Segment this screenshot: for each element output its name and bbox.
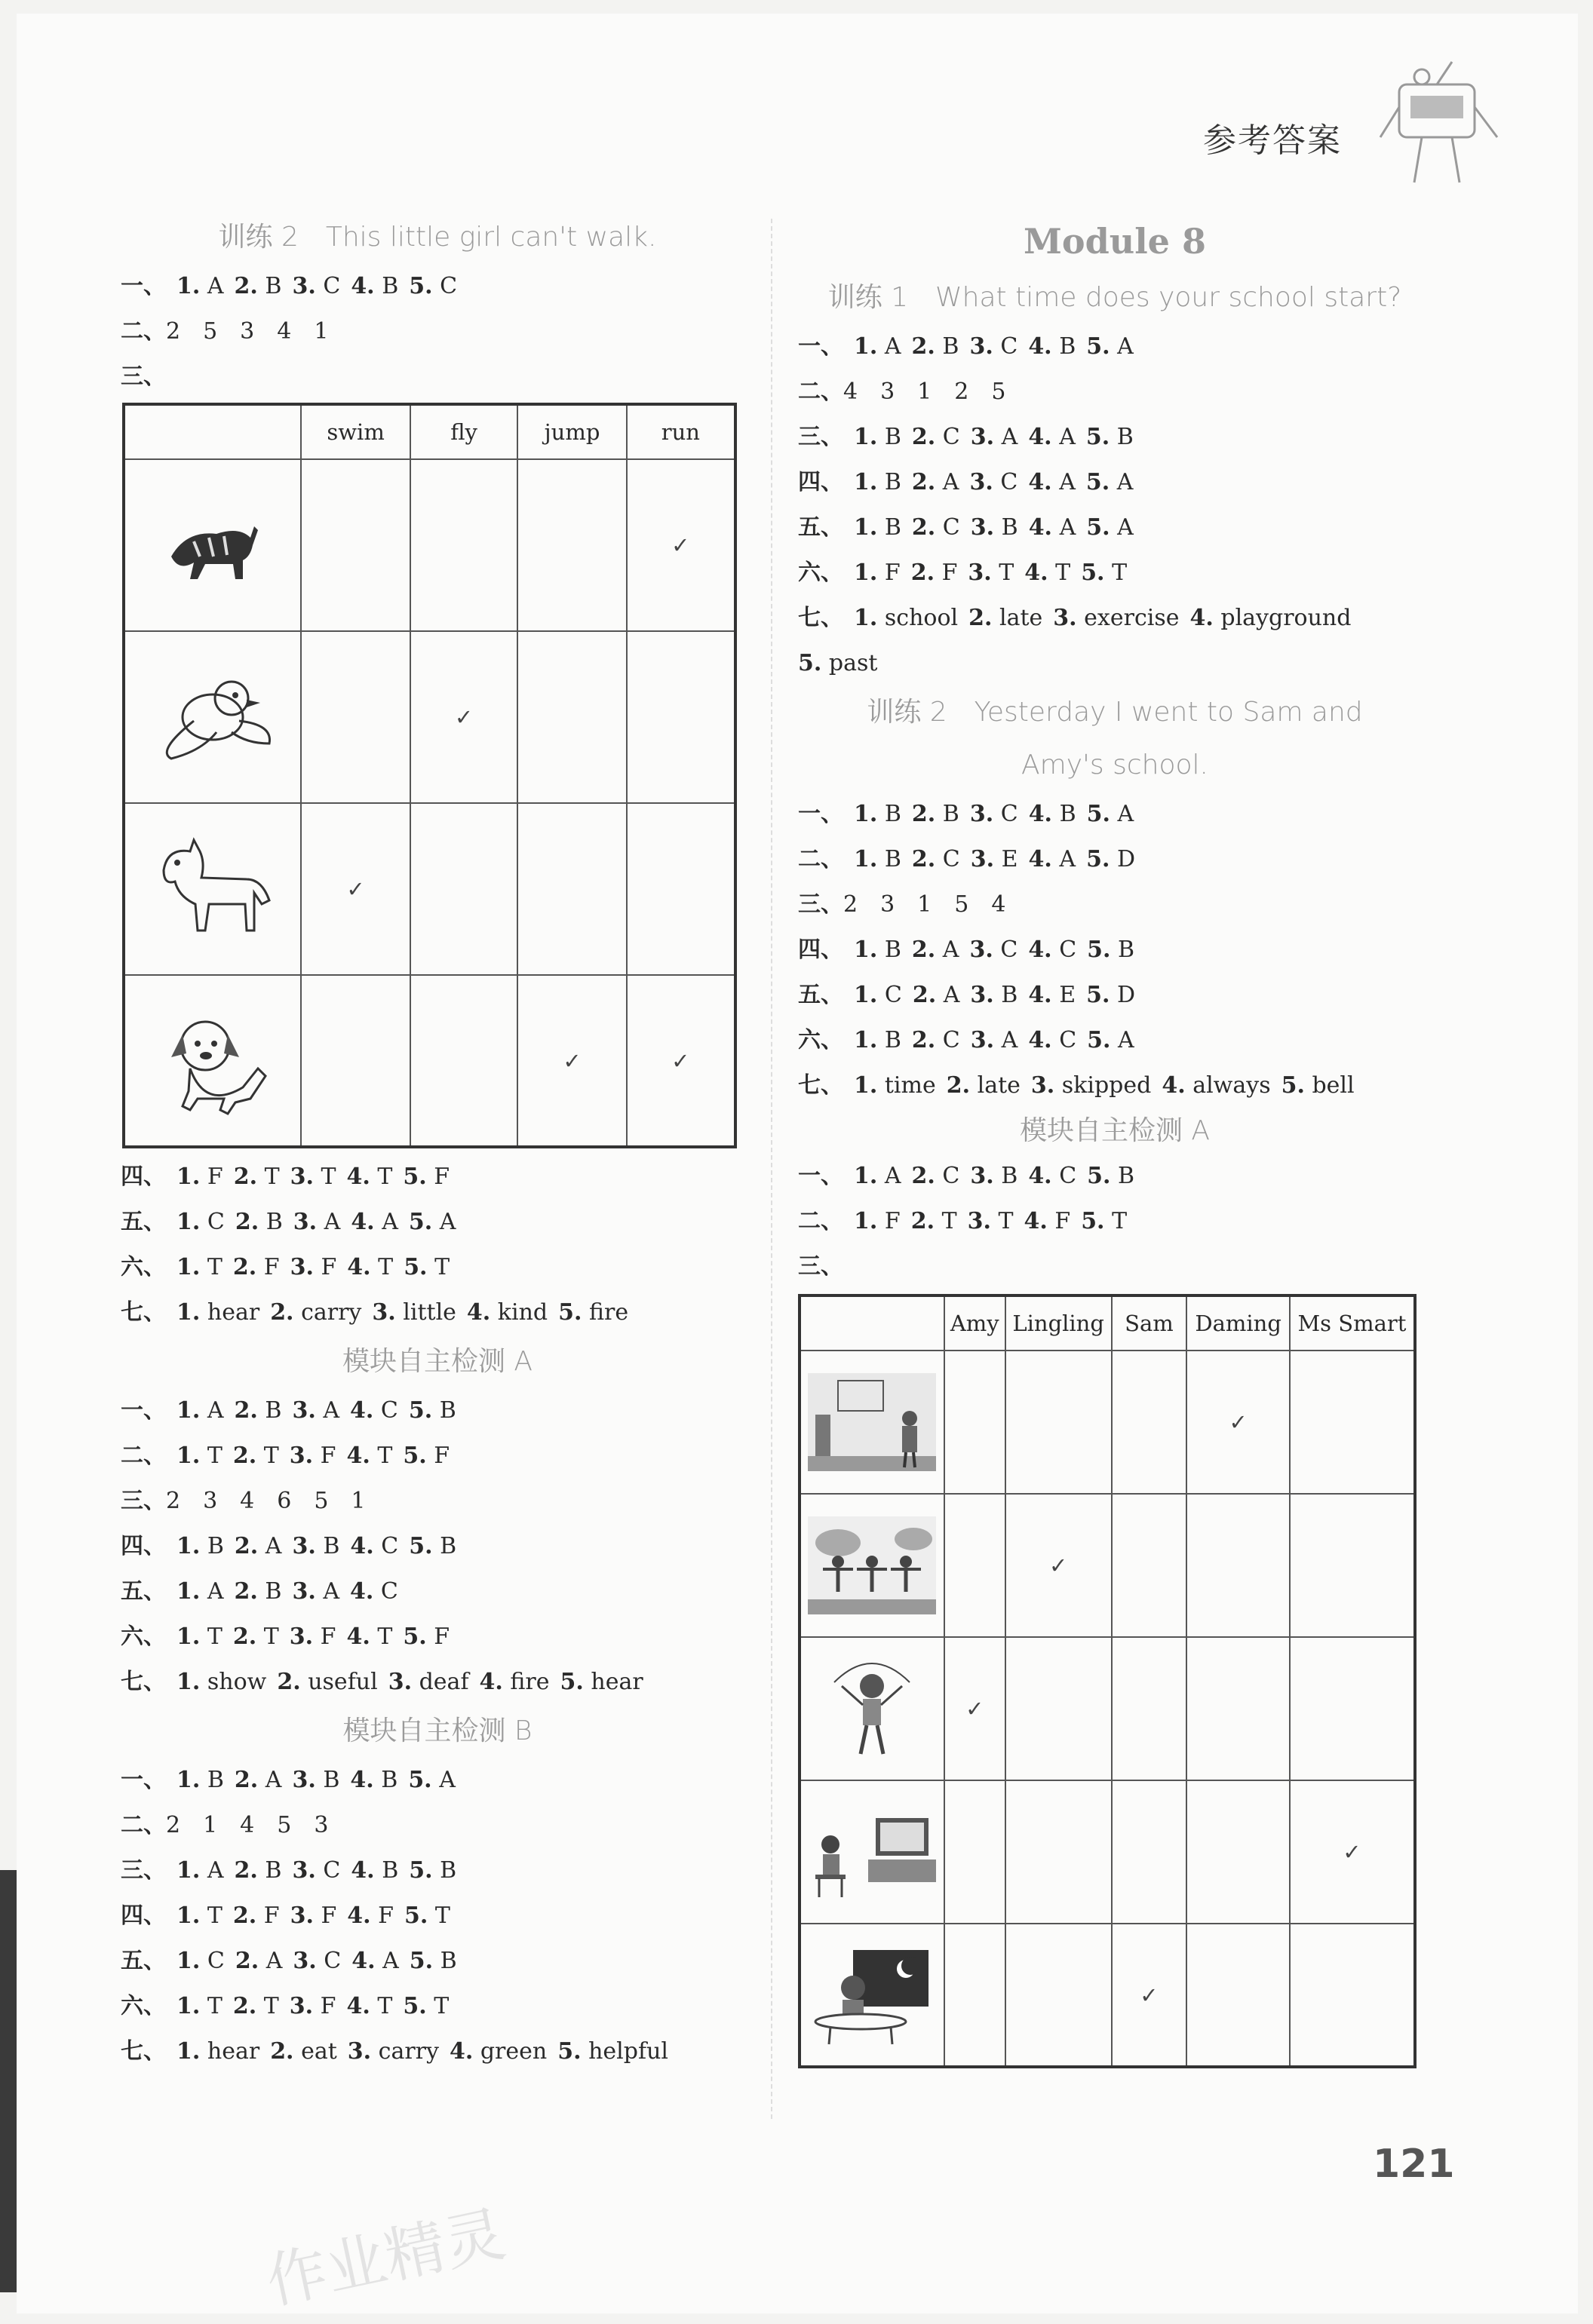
dog-icon <box>152 1004 273 1118</box>
right-column <box>798 211 1432 2068</box>
answer-line: 四、 1. B 2. A 3. B 4. C 5. B <box>121 1533 457 1559</box>
check-mark: ✓ <box>627 459 735 631</box>
answer-line: 三、2 3 1 5 4 <box>798 891 1006 918</box>
answer-line: 七、 1. hear 2. eat 3. carry 4. green 5. helpful <box>121 2038 668 2065</box>
watching-tv-icon <box>808 1803 936 1901</box>
answer-line: 六、 1. T 2. T 3. F 4. T 5. F <box>121 1623 450 1650</box>
table-header: swim <box>301 404 410 459</box>
check-mark: ✓ <box>1005 1494 1112 1637</box>
answer-line: 四、 1. B 2. A 3. C 4. A 5. A <box>798 469 1134 495</box>
section-title: 模块自主检测 A <box>342 1346 533 1377</box>
check-mark: ✓ <box>517 975 626 1147</box>
table-corner <box>800 1295 944 1351</box>
answer-line: 三、 1. B 2. C 3. A 4. A 5. B <box>798 424 1134 450</box>
check-mark: ✓ <box>627 975 735 1147</box>
answer-line: 五、 1. B 2. C 3. B 4. A 5. A <box>798 514 1134 541</box>
answer-line: 四、 1. B 2. A 3. C 4. C 5. B <box>798 937 1135 963</box>
answer-line: 五、 1. C 2. A 3. C 4. A 5. B <box>121 1948 457 1974</box>
column-divider <box>771 219 772 2119</box>
table-row <box>124 631 735 803</box>
answer-line: 一、 1. B 2. B 3. C 4. B 5. A <box>798 801 1134 827</box>
dinner-night-icon <box>808 1942 936 2048</box>
section-title: 模块自主检测 B <box>342 1715 533 1746</box>
answer-line: 一、 1. B 2. A 3. B 4. B 5. A <box>121 1767 456 1793</box>
watermark: 作业精灵 <box>260 2198 511 2318</box>
answer-line: 六、 1. T 2. F 3. F 4. T 5. T <box>121 1254 450 1280</box>
header-title: 参考答案 <box>1203 121 1342 160</box>
answer-line: 五、 1. C 2. B 3. A 4. A 5. A <box>121 1209 456 1235</box>
lesson-title-line1: 训练 2 Yesterday I went to Sam and <box>867 697 1363 728</box>
robot-mascot-icon <box>1369 54 1505 198</box>
table-header: Amy <box>944 1295 1005 1351</box>
table-row <box>800 1780 1415 1924</box>
answer-line: 三、 <box>121 363 166 390</box>
check-mark: ✓ <box>1112 1924 1187 2067</box>
answer-line: 四、 1. T 2. F 3. F 4. F 5. T <box>121 1902 450 1929</box>
answer-line: 五、 1. A 2. B 3. A 4. C <box>121 1578 398 1605</box>
table-header: Ms Smart <box>1290 1295 1415 1351</box>
answer-line: 七、 1. hear 2. carry 3. little 4. kind 5. fire <box>121 1299 629 1326</box>
table-header: Sam <box>1112 1295 1187 1351</box>
table-header: Daming <box>1186 1295 1290 1351</box>
school-gate-icon <box>808 1373 936 1471</box>
table-row <box>800 1494 1415 1637</box>
horse-icon <box>149 832 277 946</box>
table-row <box>800 1351 1415 1494</box>
lesson-title: 训练 2 This little girl can't walk. <box>218 222 657 253</box>
table-corner <box>124 404 301 459</box>
answer-line: 二、 1. B 2. C 3. E 4. A 5. D <box>798 846 1136 872</box>
table-row <box>124 975 735 1147</box>
answer-line: 三、 1. A 2. B 3. C 4. B 5. B <box>121 1857 457 1884</box>
table-header: Lingling <box>1005 1295 1112 1351</box>
check-mark: ✓ <box>1186 1351 1290 1494</box>
answer-line: 二、4 3 1 2 5 <box>798 379 1006 405</box>
answer-line: 三、2 3 4 6 5 1 <box>121 1488 366 1514</box>
answer-line: 四、 1. F 2. T 3. T 4. T 5. F <box>121 1164 450 1190</box>
bird-icon <box>149 668 277 766</box>
people-activity-table <box>798 1294 1417 2068</box>
answer-line: 五、 1. C 2. A 3. B 4. E 5. D <box>798 982 1136 1008</box>
answer-line: 一、 1. A 2. B 3. C 4. B 5. A <box>798 333 1134 360</box>
lesson-title-line2: Amy's school. <box>1021 750 1208 780</box>
left-column <box>121 211 754 2074</box>
answer-line: 六、 1. F 2. F 3. T 4. T 5. T <box>798 560 1128 586</box>
page-number: 121 <box>1373 2142 1455 2187</box>
answer-line: 二、 1. T 2. T 3. F 4. T 5. F <box>121 1443 450 1469</box>
table-header: jump <box>517 404 626 459</box>
check-mark: ✓ <box>1290 1780 1415 1924</box>
animal-ability-table <box>122 403 737 1148</box>
check-mark: ✓ <box>944 1637 1005 1780</box>
exercise-icon <box>808 1516 936 1614</box>
page-edge-shadow <box>0 1870 17 2292</box>
skipping-girl-icon <box>819 1652 925 1765</box>
lesson-title: 训练 1 What time does your school start? <box>827 282 1402 313</box>
table-header: fly <box>410 404 518 459</box>
tiger-icon <box>164 504 262 587</box>
answer-line: 二、2 5 3 4 1 <box>121 318 329 345</box>
answer-line: 一、 1. A 2. B 3. A 4. C 5. B <box>121 1397 456 1424</box>
module-title: Module 8 <box>1024 221 1206 262</box>
answer-line: 5. past <box>798 650 878 676</box>
answer-line: 七、 1. school 2. late 3. exercise 4. playground <box>798 605 1352 631</box>
table-row <box>124 803 735 975</box>
answer-line: 七、 1. time 2. late 3. skipped 4. always 5. bell <box>798 1072 1355 1099</box>
table-row <box>124 459 735 631</box>
table-row <box>800 1924 1415 2067</box>
answer-line: 二、2 1 4 5 3 <box>121 1812 329 1838</box>
section-title: 模块自主检测 A <box>1019 1115 1211 1146</box>
answer-line: 二、 1. F 2. T 3. T 4. F 5. T <box>798 1208 1128 1234</box>
check-mark: ✓ <box>301 803 410 975</box>
table-row <box>800 1637 1415 1780</box>
answer-line: 六、 1. B 2. C 3. A 4. C 5. A <box>798 1027 1134 1053</box>
table-header: run <box>627 404 735 459</box>
answer-line: 一、 1. A 2. B 3. C 4. B 5. C <box>121 273 458 299</box>
answer-line: 七、 1. show 2. useful 3. deaf 4. fire 5. hear <box>121 1669 643 1695</box>
answer-line: 六、 1. T 2. T 3. F 4. T 5. T <box>121 1993 450 2019</box>
answer-line: 三、 <box>798 1253 843 1280</box>
check-mark: ✓ <box>410 631 518 803</box>
answer-line: 一、 1. A 2. C 3. B 4. C 5. B <box>798 1163 1135 1189</box>
